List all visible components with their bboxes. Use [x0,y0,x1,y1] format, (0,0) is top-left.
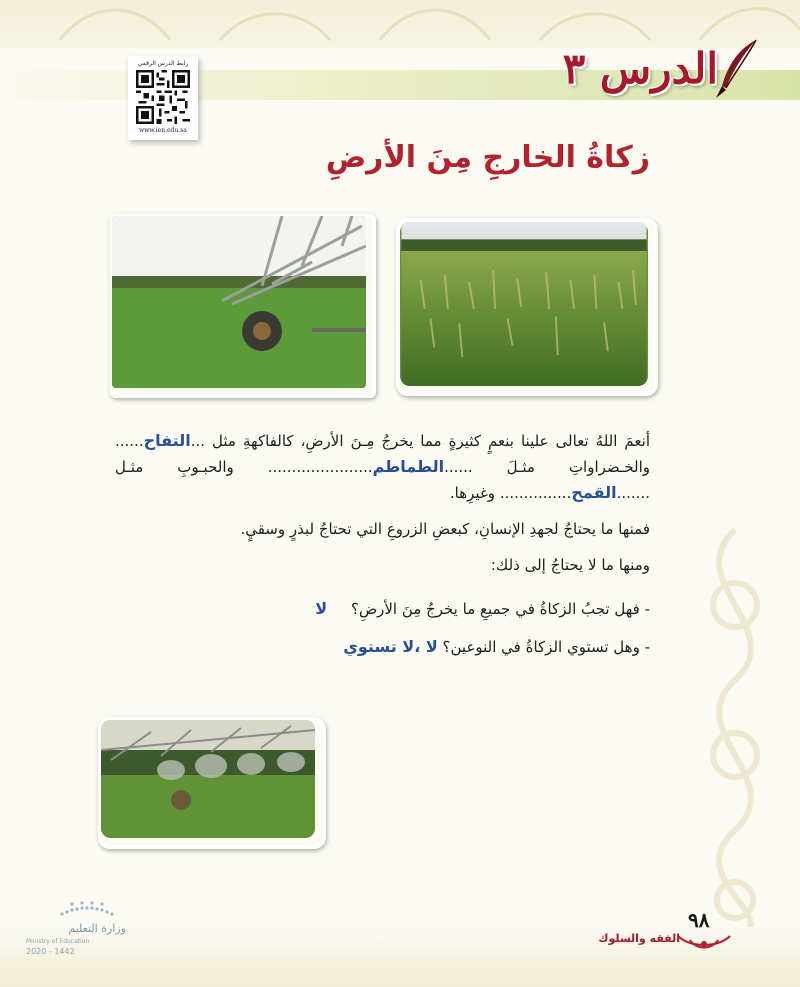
photo-irrigation-field [112,216,366,388]
quill-icon [712,38,760,100]
ministry-name: وزارة التعليم [68,922,126,935]
text-segment: ...................... والحبـوبِ مثـل ....... [115,458,650,502]
lesson-badge [520,30,760,108]
question-text: - وهل تستوي الزكاةُ في النوعين؟ [442,638,650,656]
photo-pivot-field [101,720,315,838]
text-segment: ............... وغيرِها. [449,484,572,502]
qr-label: رابط الدرس الرقمي [137,60,189,67]
lesson-title: زكاةُ الخارجِ مِنَ الأرضِ [325,140,650,175]
answer-q2: لا ،لا تستوي [343,637,438,656]
text-segment: ...... والخـضراواتِ مثـلَ ...... [115,432,650,476]
ministry-name-en: Ministry of Education [26,938,90,945]
ministry-year: 2020 - 1442 [26,947,75,956]
answer-q1: لا [315,599,328,618]
side-arabesque-ornament [670,520,800,940]
page-number: ٩٨ [688,908,710,932]
qr-code-icon[interactable] [136,70,190,124]
paragraph-no-effort: ومنها ما لا يحتاجُ إلى ذلك: [490,556,650,574]
lesson-label: الدرس ٣ [562,44,718,93]
qr-code-card[interactable] [128,56,198,140]
question-1 [115,596,650,622]
text-segment: أنعمَ اللهُ تعالى علينا بنعمٍ كثيرةٍ مما يخرجُ مِـنَ الأرضِ، كالفاكهةِ مثل ... [190,432,650,450]
question-text: - فهل تجبُ الزكاةُ في جميعِ ما يخرجُ مِنَ الأرضِ؟ [350,600,650,618]
ministry-logo-block [26,900,136,962]
question-2 [115,634,650,660]
qr-url: www.ien.edu.sa [139,127,187,134]
paragraph-blessings [115,428,650,506]
subject-name: الفقه والسلوك [598,932,680,945]
ministry-logo-icon [58,900,118,918]
photo-rice-field [400,222,648,386]
answer-wheat: القمح [571,483,617,502]
footer-ornament-icon [676,928,732,952]
paragraph-effort: فمنها ما يحتاجُ لجهدِ الإنسانِ، كبعضِ الزروعِ التي تحتاجُ لبذرٍ وسقيٍ. [240,520,650,538]
answer-apple: التفاح [143,431,191,450]
answer-tomato: الطماطم [372,457,445,476]
lesson-body [115,428,650,672]
